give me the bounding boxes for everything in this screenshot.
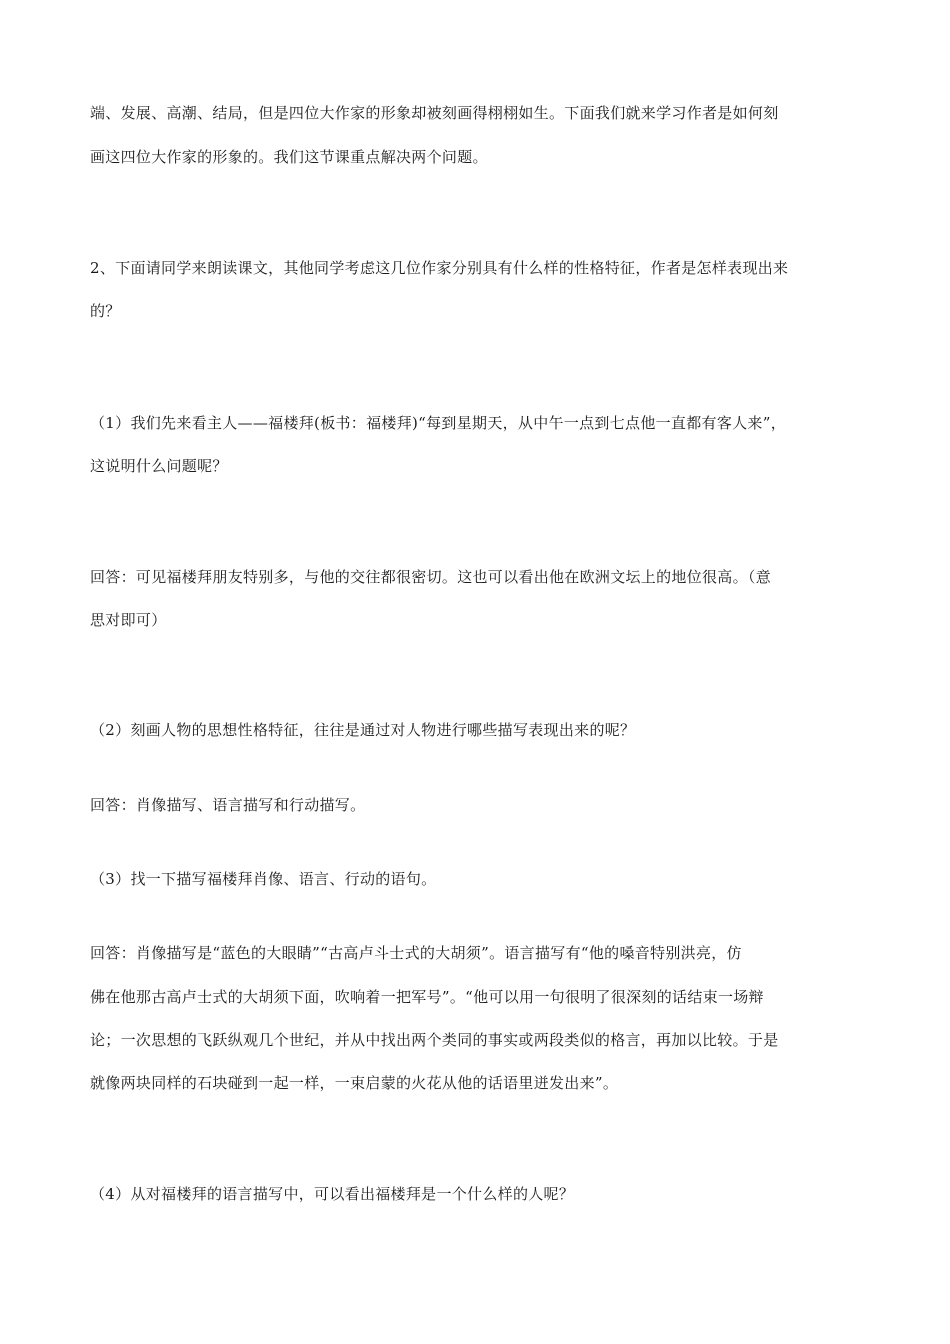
intro-line-2: 画这四位大作家的形象的。我们这节课重点解决两个问题。 — [90, 148, 488, 166]
question-1-line-2: 这说明什么问题呢？ — [90, 457, 228, 475]
question-4: （4）从对福楼拜的语言描写中，可以看出福楼拜是一个什么样的人呢？ — [90, 1185, 575, 1203]
answer-2: 回答：肖像描写、语言描写和行动描写。 — [90, 796, 366, 814]
intro-line-1: 端、发展、高潮、结局，但是四位大作家的形象却被刻画得栩栩如生。下面我们就来学习作者是如何刻 — [90, 104, 779, 122]
answer-1-line-2: 思对即可） — [90, 611, 167, 629]
task-2-line-1: 2、下面请同学来朗读课文，其他同学考虑这几位作家分别具有什么样的性格特征，作者是怎样表现出来 — [90, 259, 789, 277]
answer-3-line-4: 就像两块同样的石块碰到一起一样，一束启蒙的火花从他的话语里迸发出来”。 — [90, 1074, 619, 1092]
answer-3-line-1: 回答：肖像描写是“蓝色的大眼睛”“古高卢斗士式的大胡须”。语言描写有“他的嗓音特别洪亮，仿 — [90, 944, 742, 962]
answer-3-line-3: 论；一次思想的飞跃纵观几个世纪，并从中找出两个类同的事实或两段类似的格言，再加以比较。于是 — [90, 1031, 779, 1049]
answer-3-line-2: 佛在他那古高卢士式的大胡须下面，吹响着一把军号”。“他可以用一句很明了很深刻的话结束一场辩 — [90, 988, 764, 1006]
question-3: （3）找一下描写福楼拜肖像、语言、行动的语句。 — [90, 870, 437, 888]
question-2: （2）刻画人物的思想性格特征，往往是通过对人物进行哪些描写表现出来的呢？ — [90, 721, 636, 739]
question-1-line-1: （1）我们先来看主人——福楼拜(板书：福楼拜)“每到星期天，从中午一点到七点他一直都有客人来”， — [90, 414, 786, 432]
answer-1-line-1: 回答：可见福楼拜朋友特别多，与他的交往都很密切。这也可以看出他在欧洲文坛上的地位很高。（意 — [90, 568, 772, 586]
task-2-line-2: 的？ — [90, 302, 121, 320]
